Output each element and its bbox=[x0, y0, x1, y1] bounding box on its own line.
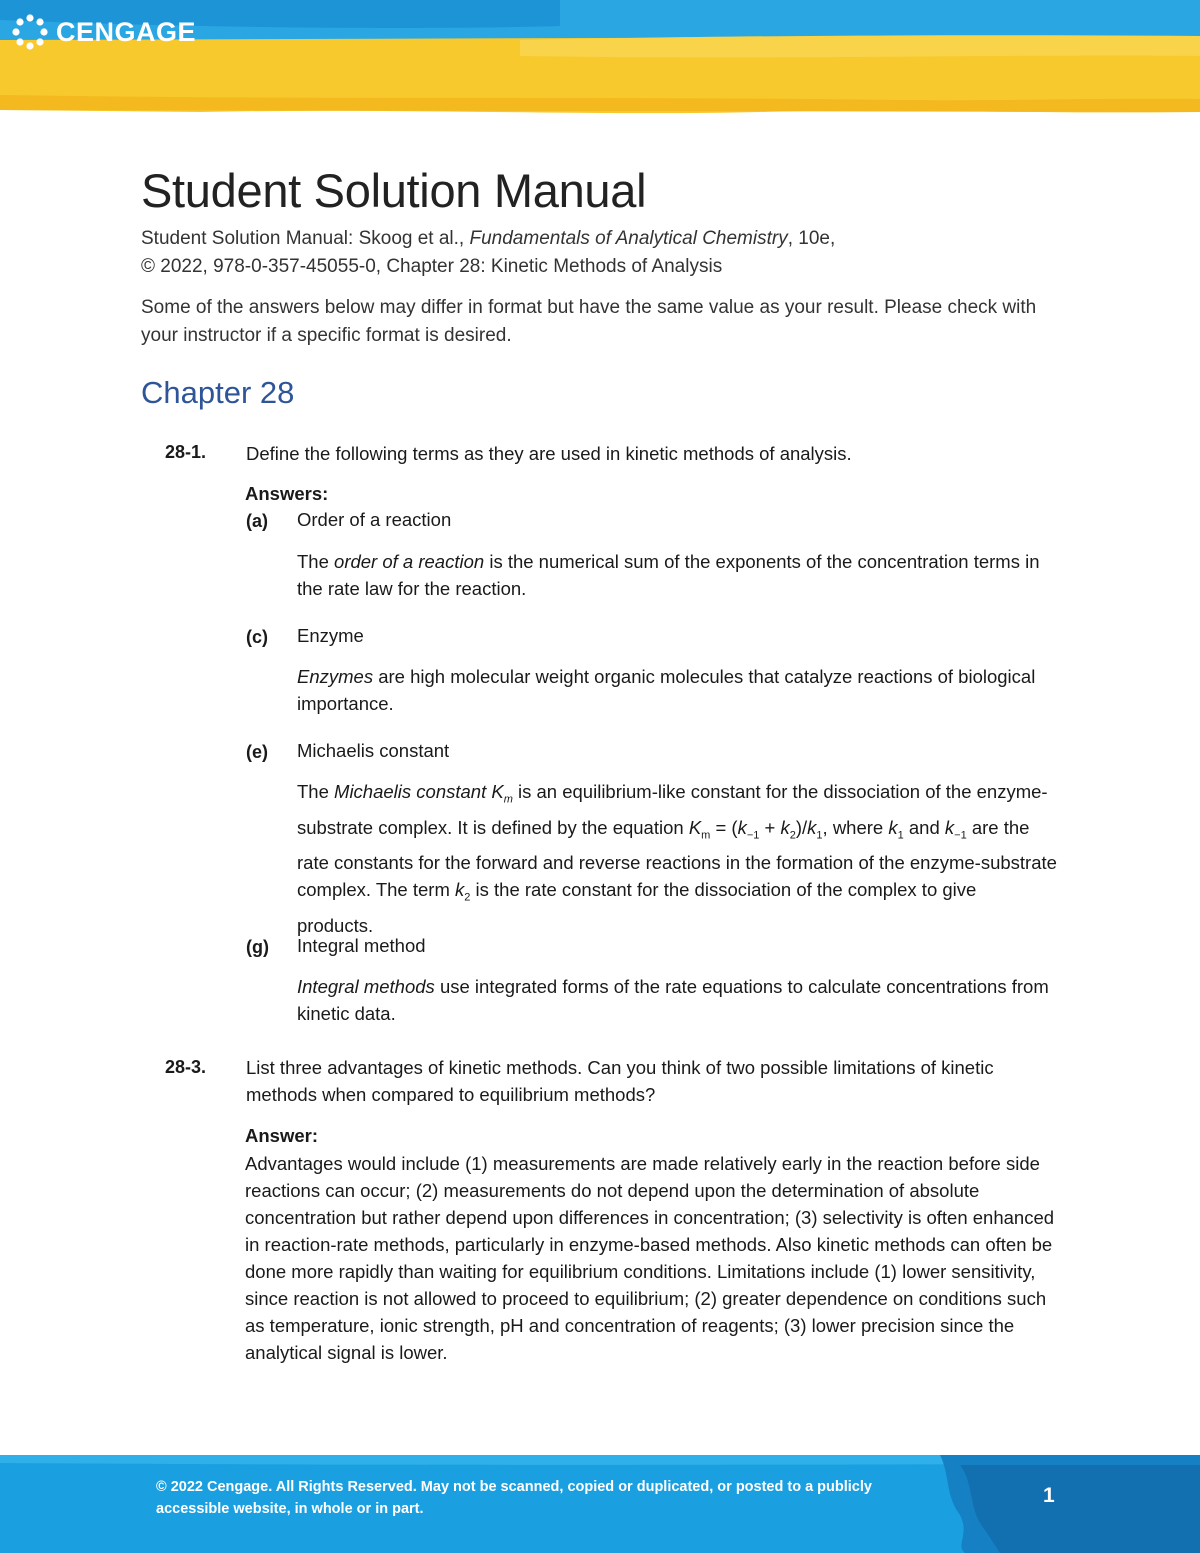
part-term: Order of a reaction bbox=[297, 509, 452, 530]
subtitle-copyright-line: © 2022, 978-0-357-45055-0, Chapter 28: Kinetic Methods of Analysis bbox=[141, 256, 723, 277]
part-letter: (a) bbox=[246, 511, 268, 531]
part-term: Michaelis constant bbox=[297, 740, 450, 761]
defined-term: Michaelis constant bbox=[334, 781, 492, 802]
part-definition bbox=[297, 663, 1057, 717]
definition-text: The bbox=[297, 551, 335, 572]
definition-text: is an equilibrium-like constant for the dissociation of the enzyme-substrate complex. It is defined by the equation bbox=[297, 781, 1048, 838]
part-term: Enzyme bbox=[297, 625, 364, 646]
question-number: 28-1. bbox=[165, 442, 207, 462]
definition-text: and bbox=[903, 816, 945, 838]
document-title: Student Solution Manual bbox=[141, 164, 647, 217]
part-definition bbox=[297, 548, 1057, 602]
cengage-logo bbox=[12, 14, 196, 50]
part-definition bbox=[297, 973, 1057, 1027]
question-text: List three advantages of kinetic methods. Can you think of two possible limitations of kinetic methods when compared to equilibrium methods? bbox=[246, 1057, 994, 1105]
document-subtitle bbox=[141, 225, 1101, 281]
answer-label: Answer: bbox=[245, 1125, 318, 1146]
brand-name: CENGAGE bbox=[56, 16, 197, 47]
answer-text: Advantages would include (1) measurements are made relatively early in the reaction before side reactions can occur; (2) measurements do not depend upon the determination of absolute concentration but rather depend upon differences in concentration; (3) selectivity is often enhanced in reaction-rate methods, particularly in enzyme-based methods. Also kinetic methods can often be done more rapidly than waiting for equilibrium conditions. Limitations include (1) lower sensitivity, since reaction is not allowed to proceed to equilibrium; (2) greater dependence on conditions such as temperature, ionic strength, pH and concentration of reagents; (3) lower precision since the analytical signal is lower. bbox=[245, 1153, 1055, 1363]
question-number: 28-3. bbox=[165, 1057, 207, 1077]
km-symbol: $K_m$ bbox=[491, 781, 513, 806]
definition-text: , where bbox=[822, 816, 889, 838]
page-number: 1 bbox=[1043, 1484, 1055, 1507]
cengage-logo-icon bbox=[12, 14, 48, 50]
chapter-heading: Chapter 28 bbox=[141, 375, 295, 410]
part-letter: (g) bbox=[246, 937, 269, 957]
definition-text: are the rate constants for the forward and reverse reactions in the formation of the enzyme-substrate complex. The term bbox=[297, 816, 1057, 901]
k-minus1-symbol: $k_{-1}$ bbox=[944, 816, 967, 842]
definition-text: is the numerical sum of the exponents of the concentration terms in the rate law for the reaction. bbox=[297, 551, 1040, 599]
book-title: Fundamentals of Analytical Chemistry bbox=[469, 228, 788, 249]
km-equation: $K_m = (k_{-1} + k_2)/k_1$ bbox=[688, 816, 823, 842]
defined-term: Integral methods bbox=[297, 976, 435, 997]
k2-symbol: $k_2$ bbox=[455, 879, 471, 905]
defined-term: Enzymes bbox=[297, 666, 374, 687]
part-letter: (c) bbox=[246, 627, 268, 647]
part-term: Integral method bbox=[297, 935, 426, 956]
copyright-notice: © 2022 Cengage. All Rights Reserved. May not be scanned, copied or duplicated, or posted to a publicly accessible website, in whole or in part. bbox=[156, 1479, 872, 1517]
part-letter: (e) bbox=[246, 742, 268, 762]
question-text: Define the following terms as they are used in kinetic methods of analysis. bbox=[246, 443, 852, 464]
definition-text: The bbox=[297, 781, 335, 802]
part-definition bbox=[297, 778, 1057, 939]
definition-text: are high molecular weight organic molecules that catalyze reactions of biological importance. bbox=[297, 666, 1036, 714]
definition-text: use integrated forms of the rate equations to calculate concentrations from kinetic data. bbox=[297, 976, 1049, 1024]
definition-text: is the rate constant for the dissociation of the complex to give products. bbox=[297, 879, 977, 937]
answers-label: Answers: bbox=[245, 483, 329, 504]
subtitle-edition: , 10e, bbox=[787, 228, 836, 249]
k1-symbol: $k_1$ bbox=[888, 816, 904, 842]
subtitle-text: Student Solution Manual: Skoog et al., bbox=[141, 228, 470, 249]
format-note: Some of the answers below may differ in format but have the same value as your result. Please check with your instructor if a specific format is desired. bbox=[141, 297, 1037, 346]
defined-term: order of a reaction bbox=[334, 551, 485, 572]
